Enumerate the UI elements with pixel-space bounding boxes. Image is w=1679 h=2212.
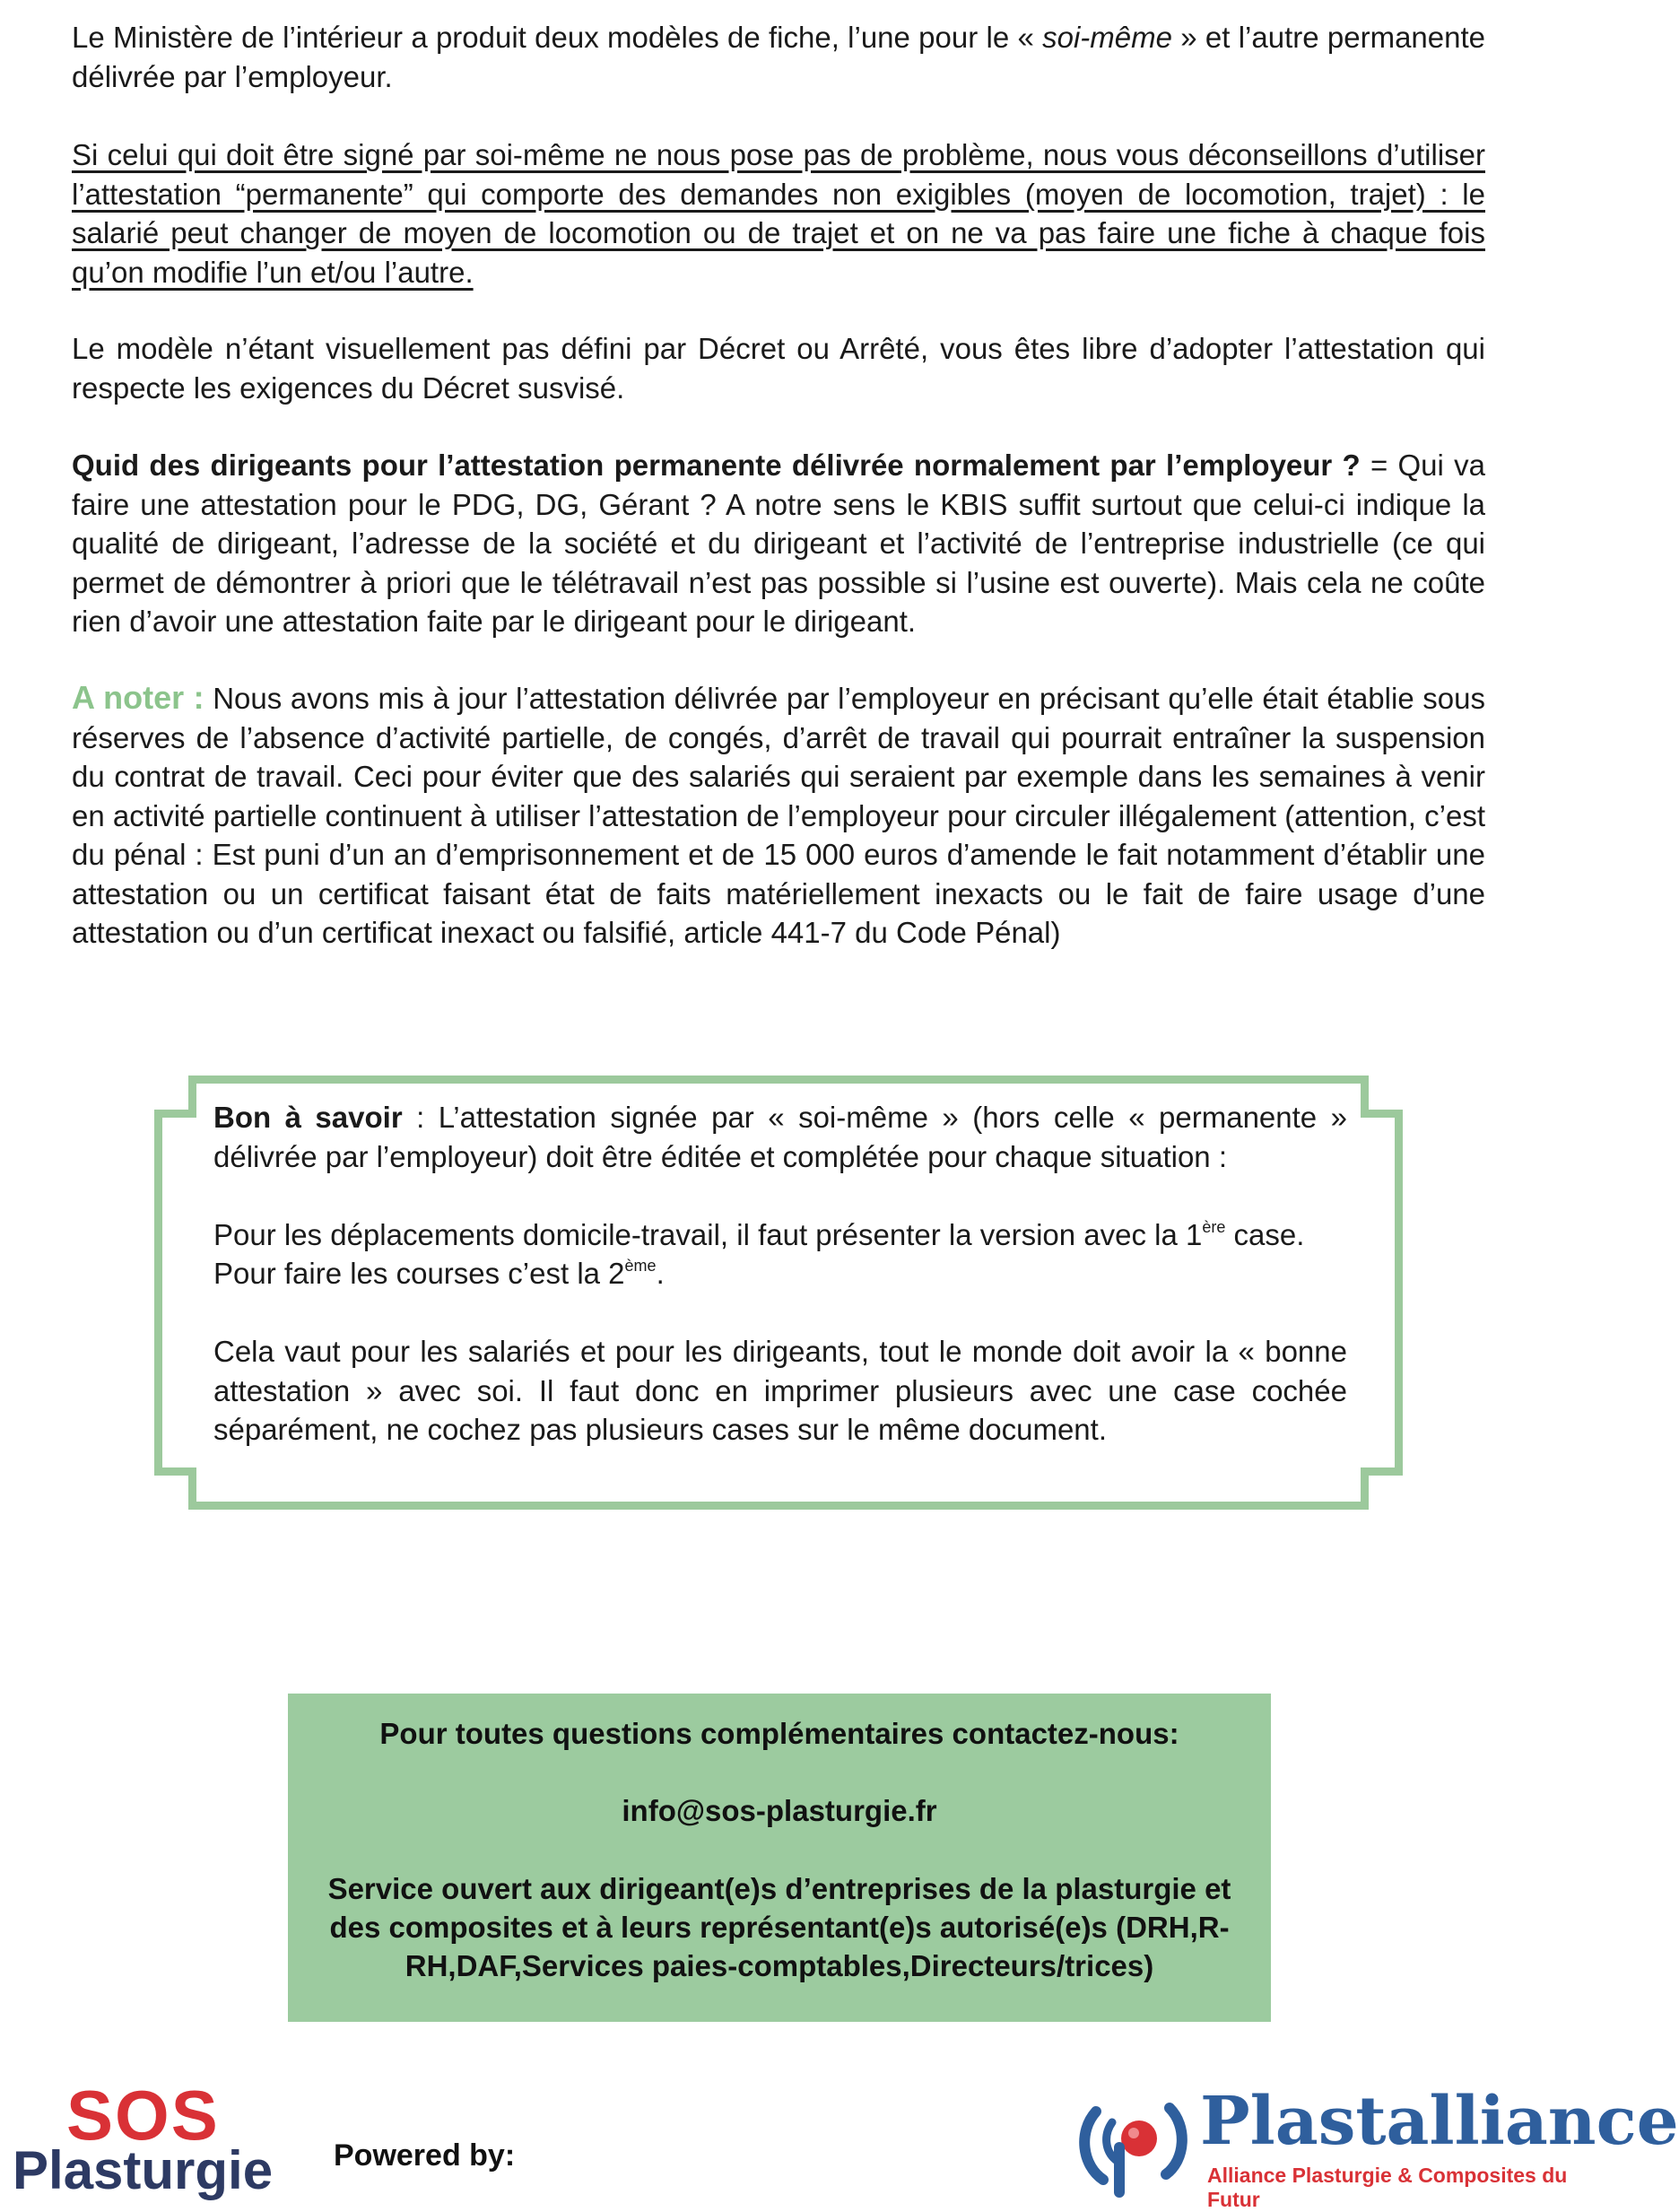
plastalliance-icon <box>1076 2086 1193 2194</box>
model-text: Le modèle n’étant visuellement pas défini par Décret ou Arrêté, vous êtes libre d’adopter l’attestation qui respecte les exigences du Décret susvisé. <box>72 332 1485 405</box>
dirigeants-answer: = Qui va faire une attestation pour le PDG, DG, Gérant ? A notre sens le KBIS suffit surtout que celui-ci indique la qualité de dirigeant, l’adresse de la société et du dirigeant et l’activité de l’entreprise industrielle (ce qui permet de démontrer à priori que le télétravail n’est pas possible si l’usine est ouverte). Mais cela ne coûte rien d’avoir une attestation faite par le dirigeant pour le dirigeant. <box>72 448 1485 638</box>
contact-box <box>288 1694 1271 2022</box>
dirigeants-question: Quid des dirigeants pour l’attestation permanente délivrée normalement par l’employeur ? <box>72 448 1361 482</box>
warning-paragraph <box>72 135 1485 292</box>
contact-heading: Pour toutes questions complémentaires contactez-nous: <box>379 1717 1179 1750</box>
contact-service-text: Service ouvert aux dirigeant(e)s d’entreprises de la plasturgie et des composites et à leurs représentant(e)s autorisé(e)s (DRH,R-RH,DAF,Services paies-comptables,Directeurs/trices) <box>327 1872 1231 1982</box>
intro-paragraph <box>72 18 1485 96</box>
note-text: Nous avons mis à jour l’attestation délivrée par l’employeur en précisant qu’elle était établie sous réserves de l’absence d’activité partielle, de congés, d’arrêt de travail qui pourrait entraîner la suspension du contrat de travail. Ceci pour éviter que des salariés qui seraient par exemple dans les semaines à venir en activité partielle continuent à utiliser l’attestation de l’employeur pour circuler illégalement (attention, c’est du pénal : Est puni d’un an d’emprisonnement et de 15 000 euros d’amende le fait notamment d’établir une attestation ou un certificat faisant état de faits matériellement inexacts ou le fait de faire usage d’une attestation ou d’un certificat inexact ou falsifié, article 441-7 du Code Pénal) <box>72 682 1485 949</box>
intro-text: Le Ministère de l’intérieur a produit deux modèles de fiche, l’une pour le « <box>72 21 1043 54</box>
callout-intro: : L’attestation signée par « soi-même » (hors celle « permanente » délivrée par l’employeur) doit être éditée et complétée pour chaque situation : <box>213 1101 1347 1173</box>
model-paragraph <box>72 329 1485 407</box>
plastalliance-logo: Plastalliance Alliance Plasturgie & Composites du Futur <box>1076 2079 1579 2200</box>
note-paragraph <box>72 678 1485 953</box>
powered-by-label: Powered by: <box>334 2138 516 2173</box>
callout-heading: Bon à savoir <box>213 1101 403 1134</box>
intro-emphasis: soi-même <box>1042 21 1172 54</box>
intro-text-end: » et l’autre permanente délivrée par l’employeur. <box>72 21 1486 93</box>
contact-email-link[interactable]: info@sos-plasturgie.fr <box>622 1794 937 1827</box>
note-label: A noter : <box>72 679 204 716</box>
warning-text: Si celui qui doit être signé par soi-même ne nous pose pas de problème, nous vous déconseillons d’utiliser l’attestation “permanente” qui comporte des demandes non exigibles (moyen de locomotion, trajet) : le salarié peut changer de moyen de locomotion ou de trajet et on ne va pas faire une fiche à chaque fois qu’on modifie l’un et/ou l’autre. <box>72 138 1485 289</box>
callout-conclusion: Cela vaut pour les salariés et pour les dirigeants, tout le monde doit avoir la « bonne attestation » avec soi. Il faut donc en imprimer plusieurs avec une case cochée séparément, ne cochez pas plusieurs cases sur le même document. <box>213 1335 1347 1446</box>
sos-plasturgie-logo: SOS Plasturgie <box>13 2076 274 2200</box>
dirigeants-paragraph <box>72 446 1485 641</box>
bon-a-savoir-box <box>154 1076 1403 1510</box>
callout-text: Bon à savoir : L’attestation signée par « soi-même » (hors celle « permanente » délivrée par l’employeur) doit être éditée et complétée pour chaque situation : Pour les déplacements domicile-travail, il faut présenter la version avec la 1ère case. Pour faire les courses c’est la 2ème. Cela vaut pour les salariés et pour les dirigeants, tout le monde doit avoir la « bonne attestation » avec soi. Il faut donc en imprimer plusieurs avec une case cochée séparément, ne cochez pas plusieurs cases sur le même document. <box>213 1098 1347 1450</box>
